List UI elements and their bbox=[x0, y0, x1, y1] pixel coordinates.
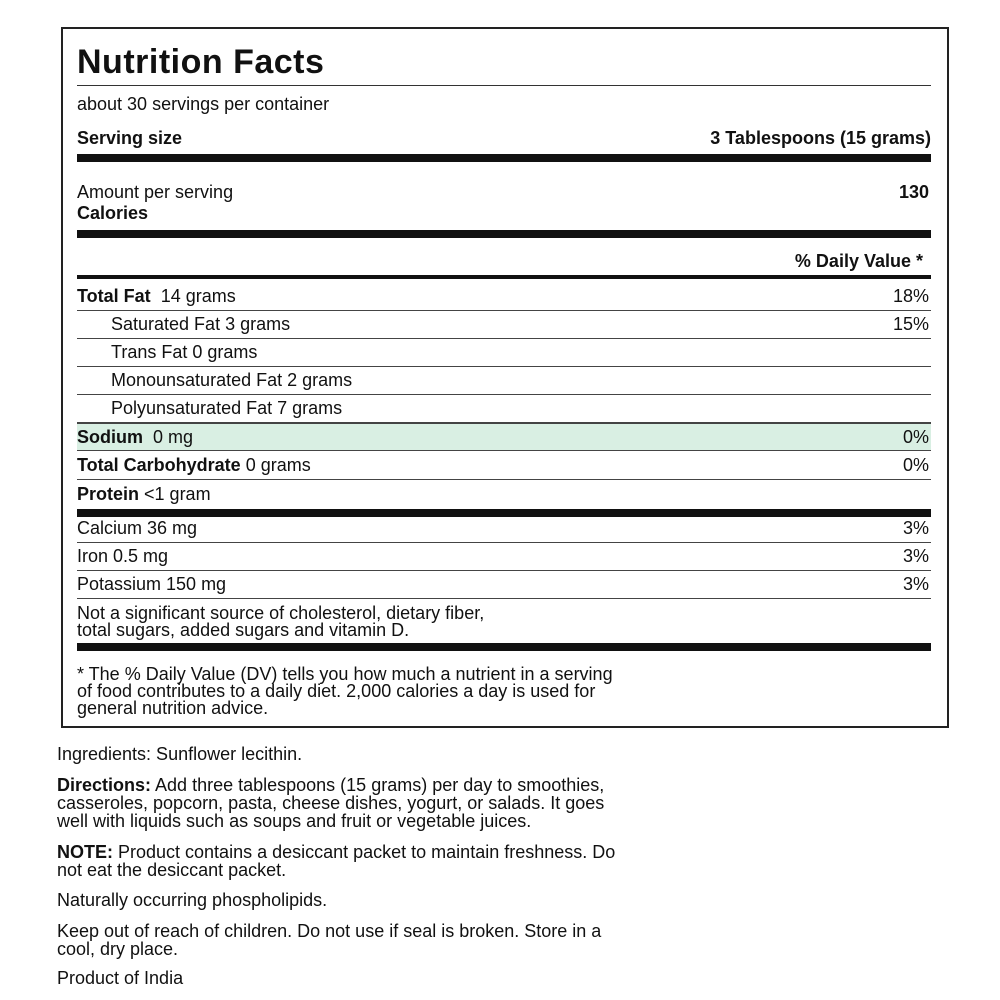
servings-per-container: about 30 servings per container bbox=[77, 94, 330, 114]
footnote-line: of food contributes to a daily diet. 2,000 calories a day is used for bbox=[77, 681, 596, 701]
mineral-pct: 3% bbox=[902, 518, 929, 538]
directions-label: Directions: bbox=[57, 775, 152, 795]
directions-text: Add three tablespoons (15 grams) per day to smoothies, bbox=[151, 775, 605, 795]
ingredients-text: Ingredients: Sunflower lecithin. bbox=[57, 744, 303, 764]
nutrient-row-saturated-fat bbox=[77, 311, 931, 339]
nutrient-name: Trans Fat 0 grams bbox=[111, 342, 258, 362]
nutrient-row-sodium bbox=[77, 423, 931, 451]
not-significant-note bbox=[77, 605, 931, 639]
directions-line: well with liquids such as soups and fruit or vegetable juices. bbox=[57, 811, 532, 831]
calories-value: 130 bbox=[898, 182, 929, 202]
nutrient-name: Saturated Fat 3 grams bbox=[111, 314, 291, 334]
nutrient-row-trans-fat bbox=[77, 339, 931, 367]
footnote-rule bbox=[77, 643, 931, 651]
daily-value-rule bbox=[77, 275, 931, 279]
storage-line: Keep out of reach of children. Do not use if seal is broken. Store in a bbox=[57, 921, 602, 941]
nutrient-amount: <1 gram bbox=[144, 483, 211, 504]
nutrient-amount: 14 grams bbox=[160, 286, 236, 306]
amount-per-serving: Amount per serving bbox=[77, 182, 234, 202]
nutrient-row-polyunsaturated-fat bbox=[77, 395, 931, 423]
nutrient-row-protein bbox=[77, 480, 931, 508]
calories-rule bbox=[77, 230, 931, 238]
not-significant-line: Not a significant source of cholesterol, dietary fiber, bbox=[77, 603, 485, 623]
nutrient-pct: 15% bbox=[892, 314, 929, 334]
nutrition-facts-panel bbox=[61, 27, 949, 728]
mineral-name: Calcium 36 mg bbox=[77, 518, 198, 538]
daily-value-header: % Daily Value * bbox=[794, 251, 923, 271]
nutrient-row-total-carbohydrate bbox=[77, 452, 931, 480]
calories-label: Calories bbox=[77, 203, 149, 223]
mineral-name: Potassium 150 mg bbox=[77, 574, 227, 594]
nutrient-pct: 0% bbox=[902, 455, 929, 475]
nutrient-pct: 18% bbox=[892, 286, 929, 306]
nutrition-title: Nutrition Facts bbox=[77, 43, 325, 81]
nutrient-name: Total Fat bbox=[77, 286, 151, 306]
directions-line: casseroles, popcorn, pasta, cheese dishes, yogurt, or salads. It goes bbox=[57, 793, 605, 813]
nutrient-name: Sodium bbox=[77, 426, 143, 447]
nutrient-name: Total Carbohydrate bbox=[77, 455, 241, 475]
nutrient-amount: 0 grams bbox=[245, 455, 311, 475]
mineral-pct: 3% bbox=[902, 546, 929, 566]
mineral-row-calcium bbox=[77, 515, 931, 543]
nutrition-facts-inner bbox=[77, 29, 931, 726]
storage-line: cool, dry place. bbox=[57, 939, 179, 959]
nutrient-name: Monounsaturated Fat 2 grams bbox=[111, 370, 353, 390]
note-label: NOTE: bbox=[57, 842, 113, 862]
footnote-line: general nutrition advice. bbox=[77, 698, 269, 718]
mineral-row-iron bbox=[77, 543, 931, 571]
serving-rule bbox=[77, 154, 931, 162]
note-line: not eat the desiccant packet. bbox=[57, 860, 287, 880]
phospholipids-text: Naturally occurring phospholipids. bbox=[57, 890, 328, 910]
mineral-row-potassium bbox=[77, 571, 931, 599]
serving-size-row bbox=[77, 128, 931, 149]
storage-paragraph bbox=[57, 922, 940, 958]
nutrient-pct: 0% bbox=[902, 426, 929, 447]
mineral-pct: 3% bbox=[902, 574, 929, 594]
serving-size-label: Serving size bbox=[77, 128, 183, 148]
nutrient-row-monounsaturated-fat bbox=[77, 367, 931, 395]
not-significant-line: total sugars, added sugars and vitamin D. bbox=[77, 620, 410, 640]
mineral-name: Iron 0.5 mg bbox=[77, 546, 169, 566]
directions-paragraph bbox=[57, 776, 940, 830]
note-text: Product contains a desiccant packet to maintain freshness. Do bbox=[113, 842, 616, 862]
nutrient-name: Polyunsaturated Fat 7 grams bbox=[111, 398, 343, 418]
serving-size-value: 3 Tablespoons (15 grams) bbox=[710, 128, 931, 148]
title-rule bbox=[77, 85, 931, 86]
daily-value-footnote bbox=[77, 666, 931, 717]
origin-text: Product of India bbox=[57, 968, 184, 988]
note-paragraph bbox=[57, 843, 940, 879]
nutrient-amount: 0 mg bbox=[153, 426, 194, 447]
footnote-line: * The % Daily Value (DV) tells you how much a nutrient in a serving bbox=[77, 664, 613, 684]
nutrient-name: Protein bbox=[77, 483, 140, 504]
nutrient-row-total-fat bbox=[77, 283, 931, 311]
